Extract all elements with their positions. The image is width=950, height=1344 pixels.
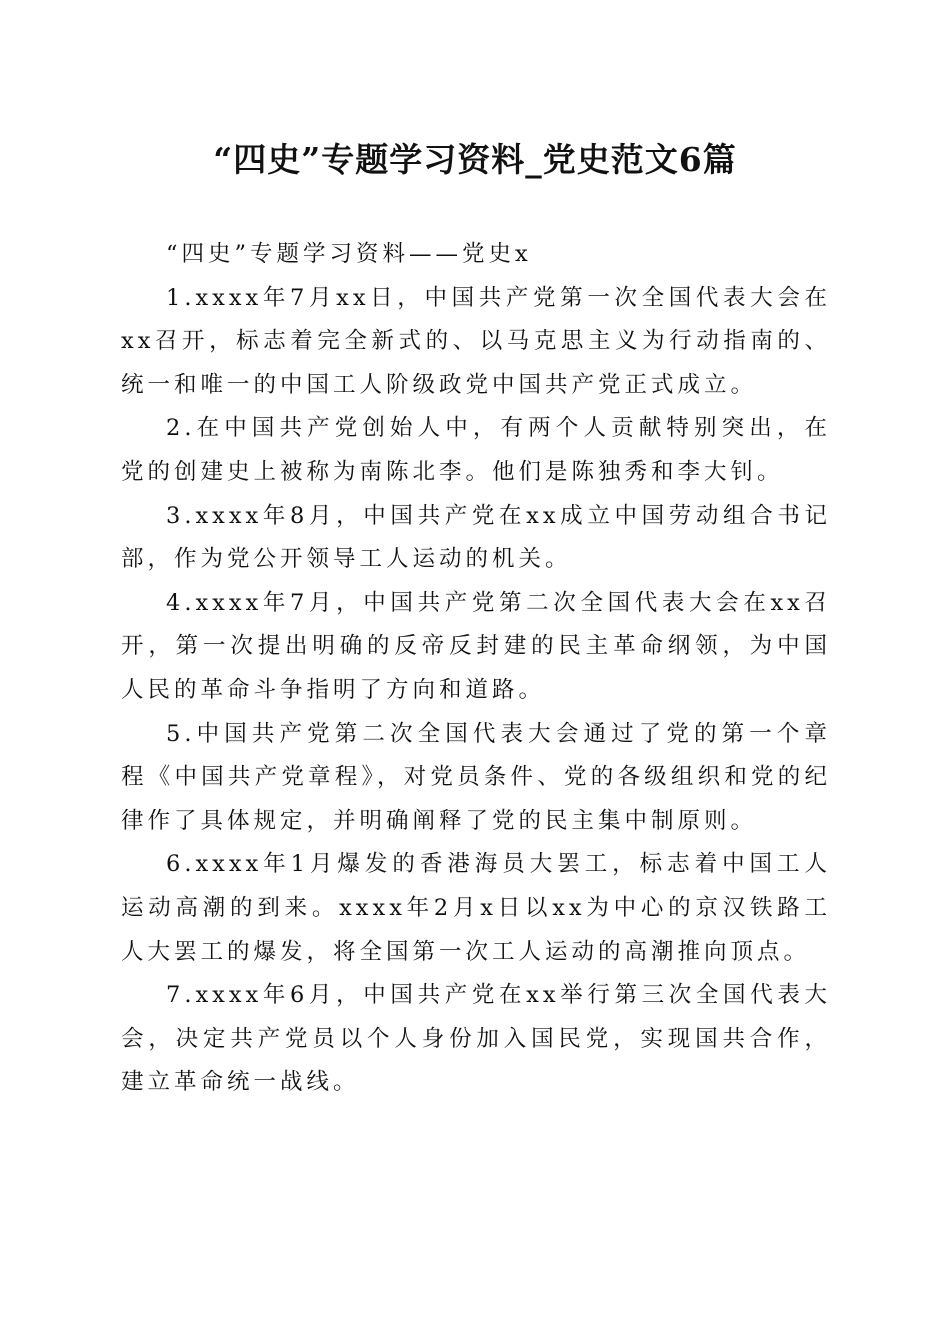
paragraph-4: 4.xxxx年7月，中国共产党第二次全国代表大会在xx召开，第一次提出明确的反帝反封建的民主革命纲领，为中国人民的革命斗争指明了方向和道路。 bbox=[121, 589, 831, 703]
paragraph-7: 7.xxxx年6月，中国共产党在xx举行第三次全国代表大会，决定共产党员以个人身份加入国民党，实现国共合作，建立革命统一战线。 bbox=[121, 982, 831, 1096]
document-body bbox=[121, 233, 831, 1105]
section-subtitle: “四史”专题学习资料——党史x bbox=[166, 241, 532, 267]
paragraph-1: 1.xxxx年7月xx日，中国共产党第一次全国代表大会在xx召开，标志着完全新式的、以马克思主义为行动指南的、统一和唯一的中国工人阶级政党中国共产党正式成立。 bbox=[121, 284, 831, 398]
document-title: “四史”专题学习资料_党史范文6篇 bbox=[213, 140, 737, 179]
paragraph-6: 6.xxxx年1月爆发的香港海员大罢工，标志着中国工人运动高潮的到来。xxxx年2月x日以xx为中心的京汉铁路工人大罢工的爆发，将全国第一次工人运动的高潮推向顶点。 bbox=[121, 851, 831, 965]
paragraph-2: 2.在中国共产党创始人中，有两个人贡献特别突出，在党的创建史上被称为南陈北李。他们是陈独秀和李大钊。 bbox=[121, 415, 831, 485]
paragraph-3: 3.xxxx年8月，中国共产党在xx成立中国劳动组合书记部，作为党公开领导工人运动的机关。 bbox=[121, 502, 831, 573]
paragraph-5: 5.中国共产党第二次全国代表大会通过了党的第一个章程《中国共产党章程》，对党员条件、党的各级组织和党的纪律作了具体规定，并明确阐释了党的民主集中制原则。 bbox=[121, 720, 831, 834]
